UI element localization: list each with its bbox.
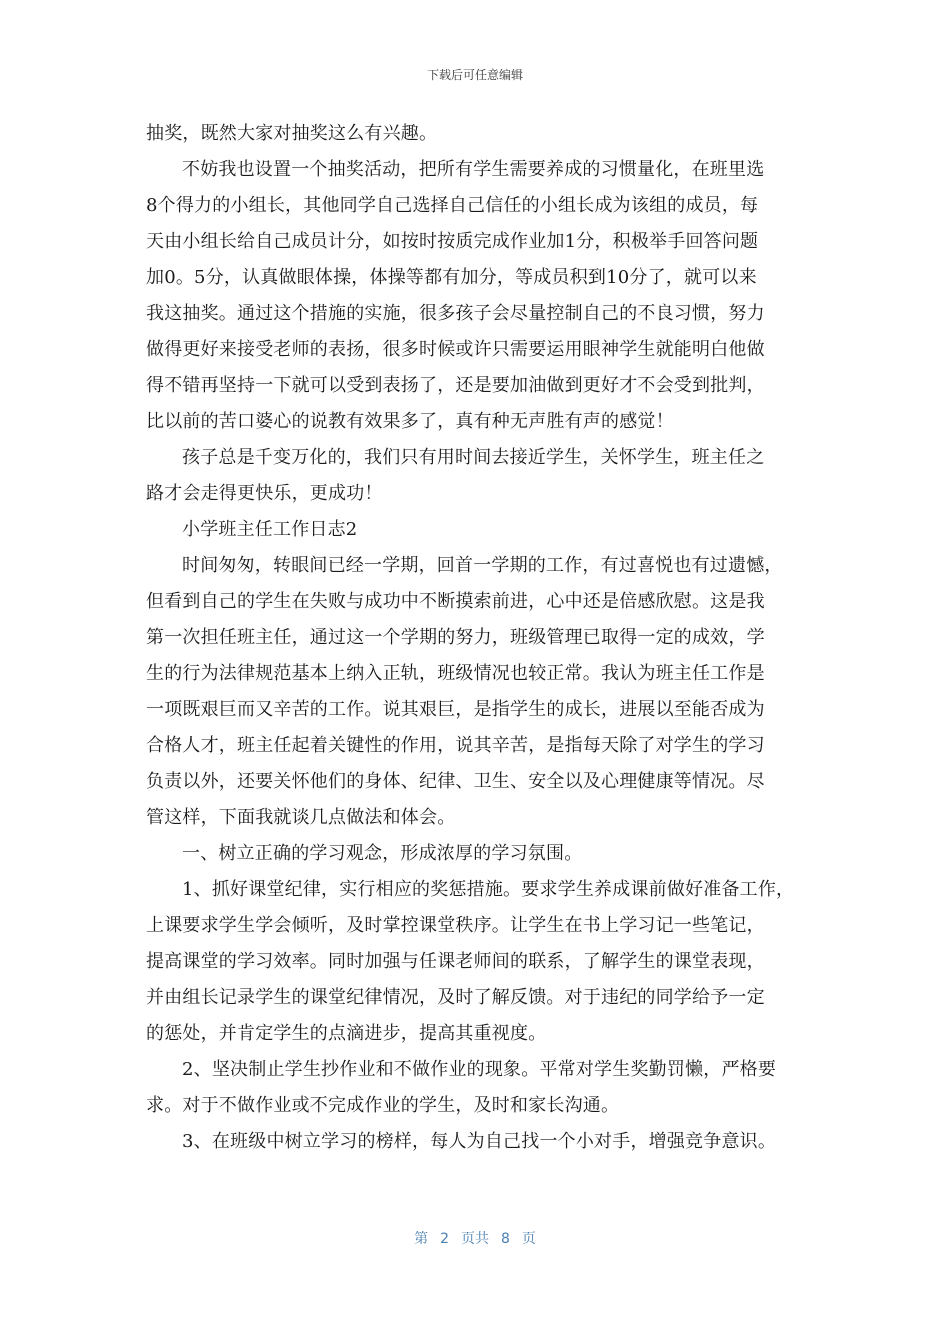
document-body <box>146 116 821 1160</box>
text-line: 得不错再坚持一下就可以受到表扬了，还是要加油做到更好才不会受到批判， <box>146 375 765 396</box>
text-line: 我这抽奖。通过这个措施的实施，很多孩子会尽量控制自己的不良习惯，努力 <box>146 303 765 324</box>
text-line: 并由组长记录学生的课堂纪律情况，及时了解反馈。对于违纪的同学给予一定 <box>146 987 765 1008</box>
page-footer <box>0 1228 950 1248</box>
footer-total-pages: 8 <box>501 1231 510 1247</box>
text-line: 一、树立正确的学习观念，形成浓厚的学习氛围。 <box>182 843 583 864</box>
text-line: 天由小组长给自己成员计分，如按时按质完成作业加1分，积极举手回答问题 <box>146 231 759 252</box>
text-line: 路才会走得更快乐，更成功！ <box>146 483 383 504</box>
footer-page-number: 2 <box>440 1231 449 1247</box>
text-line: 上课要求学生学会倾听，及时掌控课堂秩序。让学生在书上学习记一些笔记， <box>146 915 765 936</box>
text-line: 第一次担任班主任，通过这一个学期的努力，班级管理已取得一定的成效，学 <box>146 627 765 648</box>
text-line: 求。对于不做作业或不完成作业的学生，及时和家长沟通。 <box>146 1095 620 1116</box>
text-line: 管这样，下面我就谈几点做法和体会。 <box>146 807 456 828</box>
footer-prefix: 第 <box>414 1231 429 1247</box>
text-line: 1、抓好课堂纪律，实行相应的奖惩措施。要求学生养成课前做好准备工作， <box>182 879 795 900</box>
footer-middle: 页共 <box>461 1231 489 1247</box>
text-line: 的惩处，并肯定学生的点滴进步，提高其重视度。 <box>146 1023 547 1044</box>
footer-suffix: 页 <box>521 1231 536 1247</box>
text-line: 但看到自己的学生在失败与成功中不断摸索前进，心中还是倍感欣慰。这是我 <box>146 591 765 612</box>
text-line: 抽奖，既然大家对抽奖这么有兴趣。 <box>146 123 438 144</box>
text-line: 加0。5分，认真做眼体操，体操等都有加分，等成员积到10分了，就可以来 <box>146 267 757 288</box>
text-line: 做得更好来接受老师的表扬，很多时候或许只需要运用眼神学生就能明白他做 <box>146 339 765 360</box>
text-line: 不妨我也设置一个抽奖活动，把所有学生需要养成的习惯量化，在班里选 <box>182 159 765 180</box>
text-line: 3、在班级中树立学习的榜样，每人为自己找一个小对手，增强竞争意识。 <box>182 1131 777 1152</box>
text-line: 比以前的苦口婆心的说教有效果多了，真有种无声胜有声的感觉！ <box>146 411 674 432</box>
text-line: 孩子总是千变万化的，我们只有用时间去接近学生，关怀学生，班主任之 <box>182 447 765 468</box>
text-line: 时间匆匆，转眼间已经一学期，回首一学期的工作，有过喜悦也有过遗憾， <box>182 555 783 576</box>
text-line: 小学班主任工作日志2 <box>182 519 358 540</box>
text-line: 8个得力的小组长，其他同学自己选择自己信任的小组长成为该组的成员，每 <box>146 195 759 216</box>
text-line: 2、坚决制止学生抄作业和不做作业的现象。平常对学生奖勤罚懒，严格要 <box>182 1059 777 1080</box>
text-line: 提高课堂的学习效率。同时加强与任课老师间的联系，了解学生的课堂表现， <box>146 951 765 972</box>
text-line: 一项既艰巨而又辛苦的工作。说其艰巨，是指学生的成长，进展以至能否成为 <box>146 699 765 720</box>
text-line: 合格人才，班主任起着关键性的作用，说其辛苦，是指每天除了对学生的学习 <box>146 735 765 756</box>
page-header: 下载后可任意编辑 <box>426 68 523 82</box>
text-line: 负责以外，还要关怀他们的身体、纪律、卫生、安全以及心理健康等情况。尽 <box>146 771 765 792</box>
text-line: 生的行为法律规范基本上纳入正轨，班级情况也较正常。我认为班主任工作是 <box>146 663 765 684</box>
